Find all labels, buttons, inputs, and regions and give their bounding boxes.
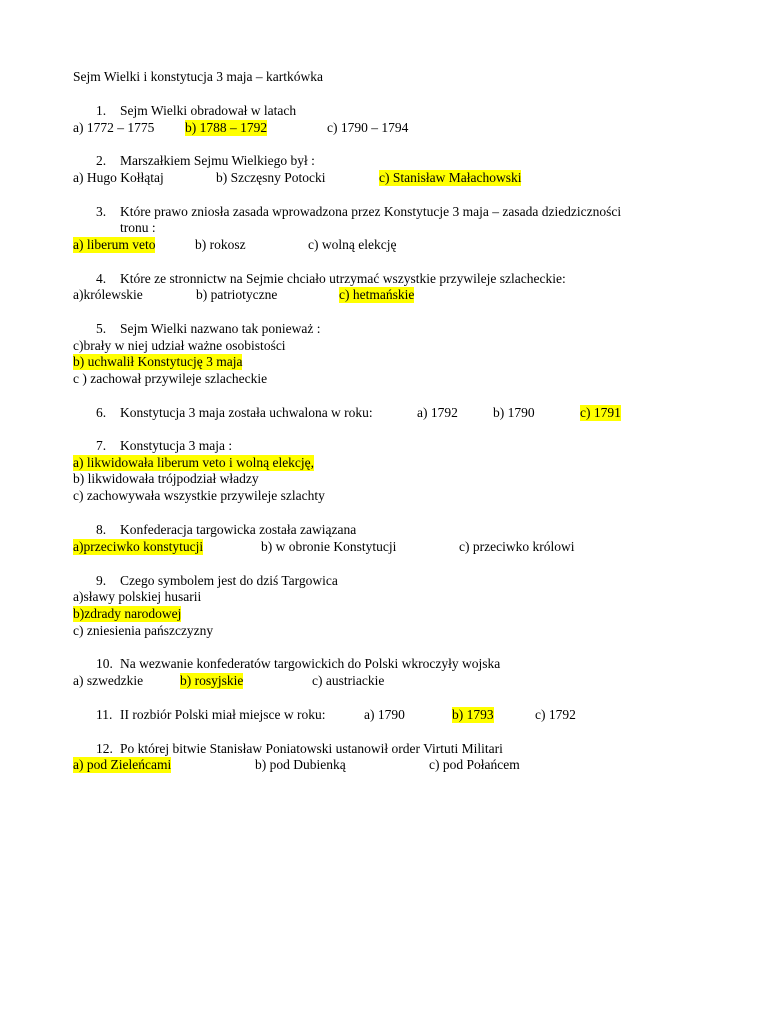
answer-10a: a) szwedzkie bbox=[73, 673, 144, 688]
question-3-continuation: tronu : bbox=[120, 220, 156, 235]
question-10 bbox=[96, 656, 500, 672]
answer-9b-correct: b)zdrady narodowej bbox=[73, 606, 182, 621]
question-number: 4. bbox=[96, 271, 107, 286]
answer-4c-correct: c) hetmańskie bbox=[339, 287, 415, 302]
answer-6c-correct: c) 1791 bbox=[580, 405, 621, 420]
answer-12b: b) pod Dubienką bbox=[255, 757, 346, 772]
question-text: Konstytucja 3 maja została uchwalona w roku: bbox=[120, 405, 373, 420]
question-text: Które ze stronnictw na Sejmie chciało utrzymać wszystkie przywileje szlacheckie: bbox=[120, 271, 566, 286]
worksheet-title: Sejm Wielki i konstytucja 3 maja – kartkówka bbox=[73, 69, 324, 84]
question-number: 6. bbox=[96, 405, 107, 420]
question-number: 11. bbox=[96, 707, 113, 722]
answer-1c: c) 1790 – 1794 bbox=[327, 120, 409, 135]
answer-10c: c) austriackie bbox=[312, 673, 385, 688]
question-2 bbox=[96, 153, 315, 169]
question-9 bbox=[96, 573, 338, 589]
question-5 bbox=[96, 321, 321, 337]
question-6 bbox=[96, 405, 373, 421]
question-12 bbox=[96, 741, 503, 757]
answer-11b-correct: b) 1793 bbox=[452, 707, 494, 722]
answer-3c: c) wolną elekcję bbox=[308, 237, 397, 252]
answer-8a-correct: a)przeciwko konstytucji bbox=[73, 539, 204, 554]
question-number: 5. bbox=[96, 321, 107, 336]
answer-4a: a)królewskie bbox=[73, 287, 143, 302]
answer-10b-correct: b) rosyjskie bbox=[180, 673, 244, 688]
answer-7c: c) zachowywała wszystkie przywileje szlachty bbox=[73, 488, 325, 503]
question-text: Sejm Wielki obradował w latach bbox=[120, 103, 297, 118]
answer-7b: b) likwidowała trójpodział władzy bbox=[73, 471, 259, 486]
question-8 bbox=[96, 522, 356, 538]
question-text: Czego symbolem jest do dziś Targowica bbox=[120, 573, 338, 588]
answer-4b: b) patriotyczne bbox=[196, 287, 278, 302]
question-1 bbox=[96, 103, 296, 119]
answer-5c: c ) zachował przywileje szlacheckie bbox=[73, 371, 268, 386]
question-number: 10. bbox=[96, 656, 113, 671]
question-text: Na wezwanie konfederatów targowickich do Polski wkroczyły wojska bbox=[120, 656, 501, 671]
question-11 bbox=[96, 707, 325, 723]
answer-8c: c) przeciwko królowi bbox=[459, 539, 575, 554]
question-text: Konfederacja targowicka została zawiązana bbox=[120, 522, 357, 537]
question-number: 2. bbox=[96, 153, 107, 168]
answer-6a: a) 1792 bbox=[417, 405, 458, 420]
question-text: Po której bitwie Stanisław Poniatowski ustanowił order Virtuti Militari bbox=[120, 741, 503, 756]
answer-5c-first: c)brały w niej udział ważne osobistości bbox=[73, 338, 286, 353]
question-text: II rozbiór Polski miał miejsce w roku: bbox=[120, 707, 326, 722]
answer-12c: c) pod Połańcem bbox=[429, 757, 520, 772]
question-number: 9. bbox=[96, 573, 107, 588]
question-text: Sejm Wielki nazwano tak ponieważ : bbox=[120, 321, 321, 336]
question-number: 3. bbox=[96, 204, 107, 219]
question-text: Które prawo zniosła zasada wprowadzona przez Konstytucje 3 maja – zasada dziedziczności bbox=[120, 204, 622, 219]
answer-3a-correct: a) liberum veto bbox=[73, 237, 156, 252]
answer-7a-correct: a) likwidowała liberum veto i wolną elekcję, bbox=[73, 455, 315, 470]
answer-12a-correct: a) pod Zieleńcami bbox=[73, 757, 172, 772]
answer-2c-correct: c) Stanisław Małachowski bbox=[379, 170, 522, 185]
answer-1b-correct: b) 1788 – 1792 bbox=[185, 120, 268, 135]
question-number: 7. bbox=[96, 438, 107, 453]
answer-9c: c) zniesienia pańszczyzny bbox=[73, 623, 214, 638]
answer-11c: c) 1792 bbox=[535, 707, 576, 722]
answer-1a: a) 1772 – 1775 bbox=[73, 120, 155, 135]
answer-8b: b) w obronie Konstytucji bbox=[261, 539, 397, 554]
answer-5b-correct: b) uchwalił Konstytucję 3 maja bbox=[73, 354, 243, 369]
question-text: Marszałkiem Sejmu Wielkiego był : bbox=[120, 153, 315, 168]
answer-11a: a) 1790 bbox=[364, 707, 405, 722]
answer-9a: a)sławy polskiej husarii bbox=[73, 589, 202, 604]
answer-2a: a) Hugo Kołłątaj bbox=[73, 170, 164, 185]
question-number: 12. bbox=[96, 741, 113, 756]
question-text: Konstytucja 3 maja : bbox=[120, 438, 233, 453]
answer-3b: b) rokosz bbox=[195, 237, 246, 252]
question-3 bbox=[96, 204, 621, 220]
answer-2b: b) Szczęsny Potocki bbox=[216, 170, 326, 185]
answer-6b: b) 1790 bbox=[493, 405, 535, 420]
question-number: 1. bbox=[96, 103, 107, 118]
question-number: 8. bbox=[96, 522, 107, 537]
question-7 bbox=[96, 438, 232, 454]
question-4 bbox=[96, 271, 566, 287]
